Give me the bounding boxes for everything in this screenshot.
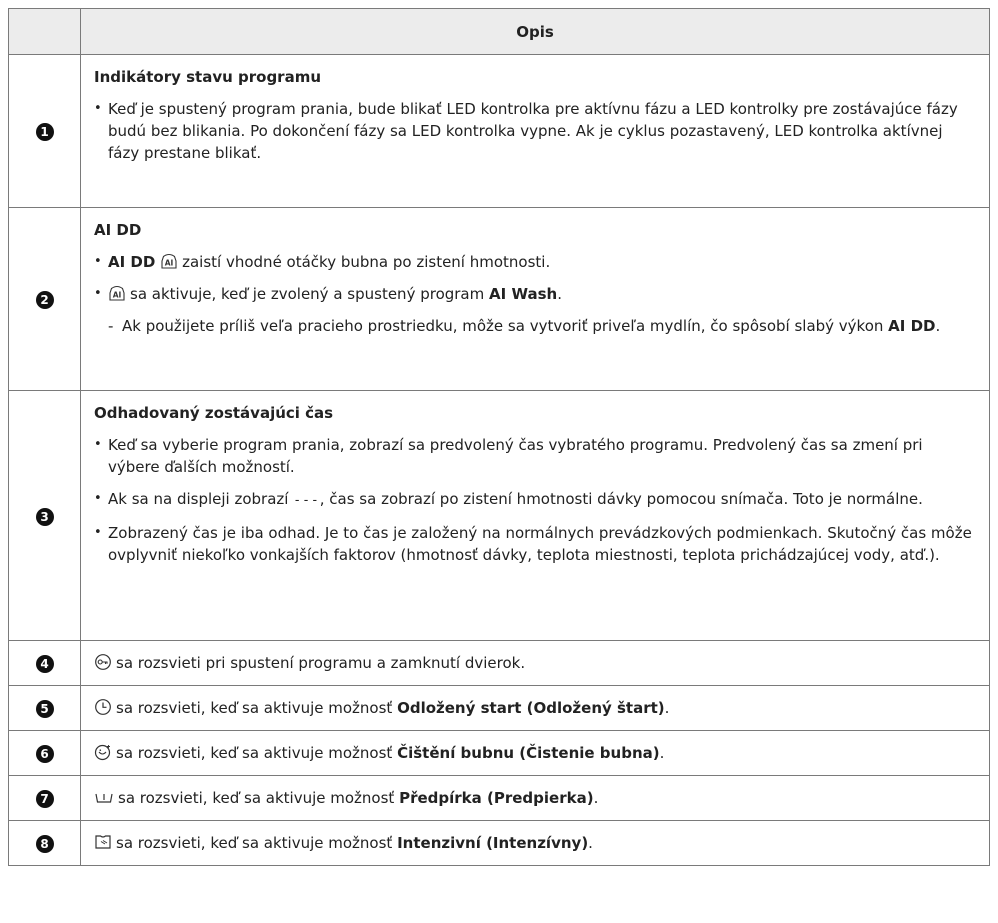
row-text: sa rozsvieti, keď sa aktivuje možnosť (116, 834, 393, 852)
row-number-cell (9, 55, 81, 208)
header-number-cell (9, 9, 81, 55)
table-row (9, 821, 990, 866)
table-row (9, 55, 990, 208)
row-number-marker: 5 (36, 700, 54, 718)
bullet-text: zaistí vhodné otáčky bubna po zistení hmotnosti. (182, 253, 551, 271)
row-number-marker: 8 (36, 835, 54, 853)
bullet-item (94, 251, 976, 273)
row-content-cell (81, 641, 990, 686)
display-dashes: --- (293, 493, 320, 508)
intensive-icon (94, 833, 112, 851)
table-row (9, 686, 990, 731)
bold-term: Intenzivní (Intenzívny) (397, 834, 589, 852)
bullet-end: . (557, 285, 562, 303)
row-content-cell (81, 391, 990, 641)
row-number-cell (9, 821, 81, 866)
table-header-row (9, 9, 990, 55)
header-description-cell: Opis (81, 9, 990, 55)
row-number-marker: 3 (36, 508, 54, 526)
row-number-marker: 1 (36, 123, 54, 141)
row-end: . (588, 834, 593, 852)
row-text: sa rozsvieti pri spustení programu a zamknutí dvierok. (116, 654, 526, 672)
bold-term: AI DD (888, 317, 936, 335)
row-content-cell (81, 208, 990, 391)
bullet-text: , čas sa zobrazí po zistení hmotnosti dávky pomocou snímača. Toto je normálne. (319, 490, 923, 508)
row-content-cell (81, 776, 990, 821)
sub-text: Ak použijete príliš veľa pracieho prostriedku, môže sa vytvoriť priveľa mydlín, čo spôsobí slabý výkon (122, 317, 884, 335)
row-text: sa rozsvieti, keď sa aktivuje možnosť (116, 744, 393, 762)
row-content-cell (81, 55, 990, 208)
ai-icon (108, 284, 126, 302)
table-row (9, 641, 990, 686)
row-content-cell (81, 686, 990, 731)
bullet-item (94, 488, 976, 512)
drum-clean-icon (94, 743, 112, 761)
svg-text:AI: AI (164, 258, 174, 268)
bullet-item: • Keď sa vyberie program prania, zobrazí sa predvolený čas vybratého programu. Predvolený čas sa zmení pri výbere ďalších možností. (94, 434, 976, 478)
row-content-cell (81, 821, 990, 866)
row-end: . (659, 744, 665, 762)
bullet-item: • Zobrazený čas je iba odhad. Je to čas je založený na normálnych prevádzkových podmienkach. Skutočný čas môže ovplyvniť niekoľko vonkajších faktorov (hmotnosť dávky, teplota miestnosti, teplota prichádzajúcej vody, atď.). (94, 522, 976, 566)
row-number-marker: 6 (36, 745, 54, 763)
row-text: sa rozsvieti, keď sa aktivuje možnosť (118, 789, 395, 807)
bold-term: Čištění bubnu (Čistenie bubna) (397, 744, 660, 762)
row-text: sa rozsvieti, keď sa aktivuje možnosť (116, 699, 393, 717)
table-row (9, 731, 990, 776)
bold-term: AI Wash (489, 285, 558, 303)
row-end: . (664, 699, 670, 717)
row-number-cell (9, 208, 81, 391)
bold-term: AI DD (108, 253, 156, 271)
bold-term: Odložený start (Odložený štart) (397, 699, 665, 717)
row-number-marker: 4 (36, 655, 54, 673)
row-number-cell (9, 686, 81, 731)
table-row (9, 208, 990, 391)
row-end: . (593, 789, 599, 807)
row-number-cell (9, 776, 81, 821)
row-number-marker: 2 (36, 291, 54, 309)
svg-text:AI: • AI (112, 290, 122, 300)
sub-end: . (935, 317, 941, 335)
row-number-cell (9, 731, 81, 776)
ai-icon (160, 252, 178, 270)
row-number-cell (9, 391, 81, 641)
bullet-item (94, 283, 976, 305)
item-title: Odhadovaný zostávajúci čas (94, 404, 334, 422)
row-number-cell (9, 641, 81, 686)
item-title: Indikátory stavu programu (94, 68, 322, 86)
row-number-marker: 7 (36, 790, 54, 808)
delay-clock-icon (94, 698, 112, 716)
bullet-text: Ak sa na displeji zobrazí (108, 490, 289, 508)
row-content-cell (81, 731, 990, 776)
bullet-item: • Keď je spustený program prania, bude blikať LED kontrolka pre aktívnu fázu a LED kontrolky pre zostávajúce fázy budú bez blikania. Po dokončení fázy sa LED kontrolka vypne. Ak je cyklus pozastavený, LED kontrolka aktívnej fázy prestane blikať. (94, 98, 976, 164)
table-row (9, 776, 990, 821)
prewash-icon (94, 788, 114, 806)
bullet-text: sa aktivuje, keď je zvolený a spustený program (130, 285, 485, 303)
bold-term: Předpírka (Predpierka) (399, 789, 594, 807)
item-title: AI DD (94, 221, 142, 239)
table-row (9, 391, 990, 641)
door-lock-icon (94, 653, 112, 671)
sub-item (94, 315, 976, 337)
description-table (8, 8, 990, 866)
